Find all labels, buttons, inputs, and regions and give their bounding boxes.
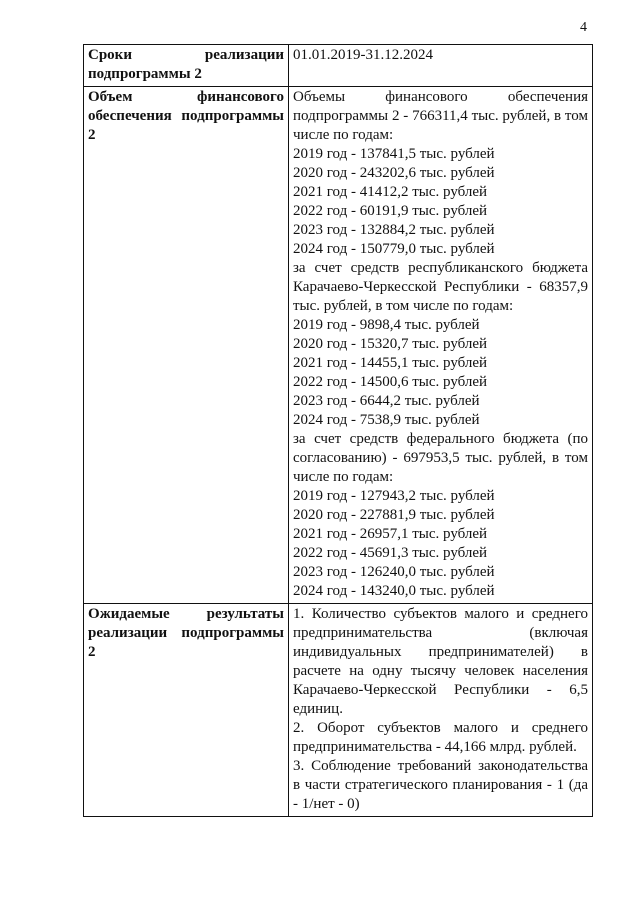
total-year-line: 2022 год - 60191,9 тыс. рублей — [293, 203, 488, 219]
republic-year-line: 2019 год - 9898,4 тыс. рублей — [293, 317, 480, 333]
table-row-financing — [84, 87, 593, 604]
republic-year-line: 2023 год - 6644,2 тыс. рублей — [293, 393, 480, 409]
republic-year-line: 2020 год - 15320,7 тыс. рублей — [293, 336, 488, 352]
period-value: 01.01.2019-31.12.2024 — [293, 47, 433, 63]
federal-year-line: 2020 год - 227881,9 тыс. рублей — [293, 507, 495, 523]
row-value-period — [289, 45, 593, 87]
republic-year-line: 2022 год - 14500,6 тыс. рублей — [293, 374, 488, 390]
federal-budget-intro: за счет средств федерального бюджета (по согласованию) - 697953,5 тыс. рублей, в том числе по годам: — [293, 431, 588, 485]
row-value-results — [289, 604, 593, 817]
row-label-results: Ожидаемые результаты реализации подпрограммы 2 — [84, 604, 289, 817]
subprogram-passport-table — [83, 44, 593, 817]
republic-year-line: 2024 год - 7538,9 тыс. рублей — [293, 412, 480, 428]
table-row-results — [84, 604, 593, 817]
result-item: 1. Количество субъектов малого и среднего предпринимательства (включая индивидуальных предпринимателей) в расчете на одну тысячу человек населения Карачаево-Черкесской Республики - 6,5 единиц. — [293, 606, 588, 717]
page-number: 4 — [580, 20, 587, 35]
total-year-line: 2023 год - 132884,2 тыс. рублей — [293, 222, 495, 238]
federal-year-line: 2024 год - 143240,0 тыс. рублей — [293, 583, 495, 599]
federal-year-line: 2023 год - 126240,0 тыс. рублей — [293, 564, 495, 580]
total-year-line: 2020 год - 243202,6 тыс. рублей — [293, 165, 495, 181]
total-year-line: 2019 год - 137841,5 тыс. рублей — [293, 146, 495, 162]
row-label-financing: Объем финансового обеспечения подпрограммы 2 — [84, 87, 289, 604]
total-year-line: 2024 год - 150779,0 тыс. рублей — [293, 241, 495, 257]
financing-intro: Объемы финансового обеспечения подпрограммы 2 - 766311,4 тыс. рублей, в том числе по годам: — [293, 89, 588, 143]
row-label-period: Сроки реализации подпрограммы 2 — [84, 45, 289, 87]
federal-year-line: 2021 год - 26957,1 тыс. рублей — [293, 526, 488, 542]
row-value-financing — [289, 87, 593, 604]
federal-year-line: 2019 год - 127943,2 тыс. рублей — [293, 488, 495, 504]
republic-budget-intro: за счет средств республиканского бюджета Карачаево-Черкесской Республики - 68357,9 тыс. рублей, в том числе по годам: — [293, 260, 588, 314]
result-item: 3. Соблюдение требований законодательства в части стратегического планирования - 1 (да - 1/нет - 0) — [293, 758, 588, 812]
republic-year-line: 2021 год - 14455,1 тыс. рублей — [293, 355, 488, 371]
federal-year-line: 2022 год - 45691,3 тыс. рублей — [293, 545, 488, 561]
table-row-period — [84, 45, 593, 87]
total-year-line: 2021 год - 41412,2 тыс. рублей — [293, 184, 488, 200]
result-item: 2. Оборот субъектов малого и среднего предпринимательства - 44,166 млрд. рублей. — [293, 720, 588, 755]
